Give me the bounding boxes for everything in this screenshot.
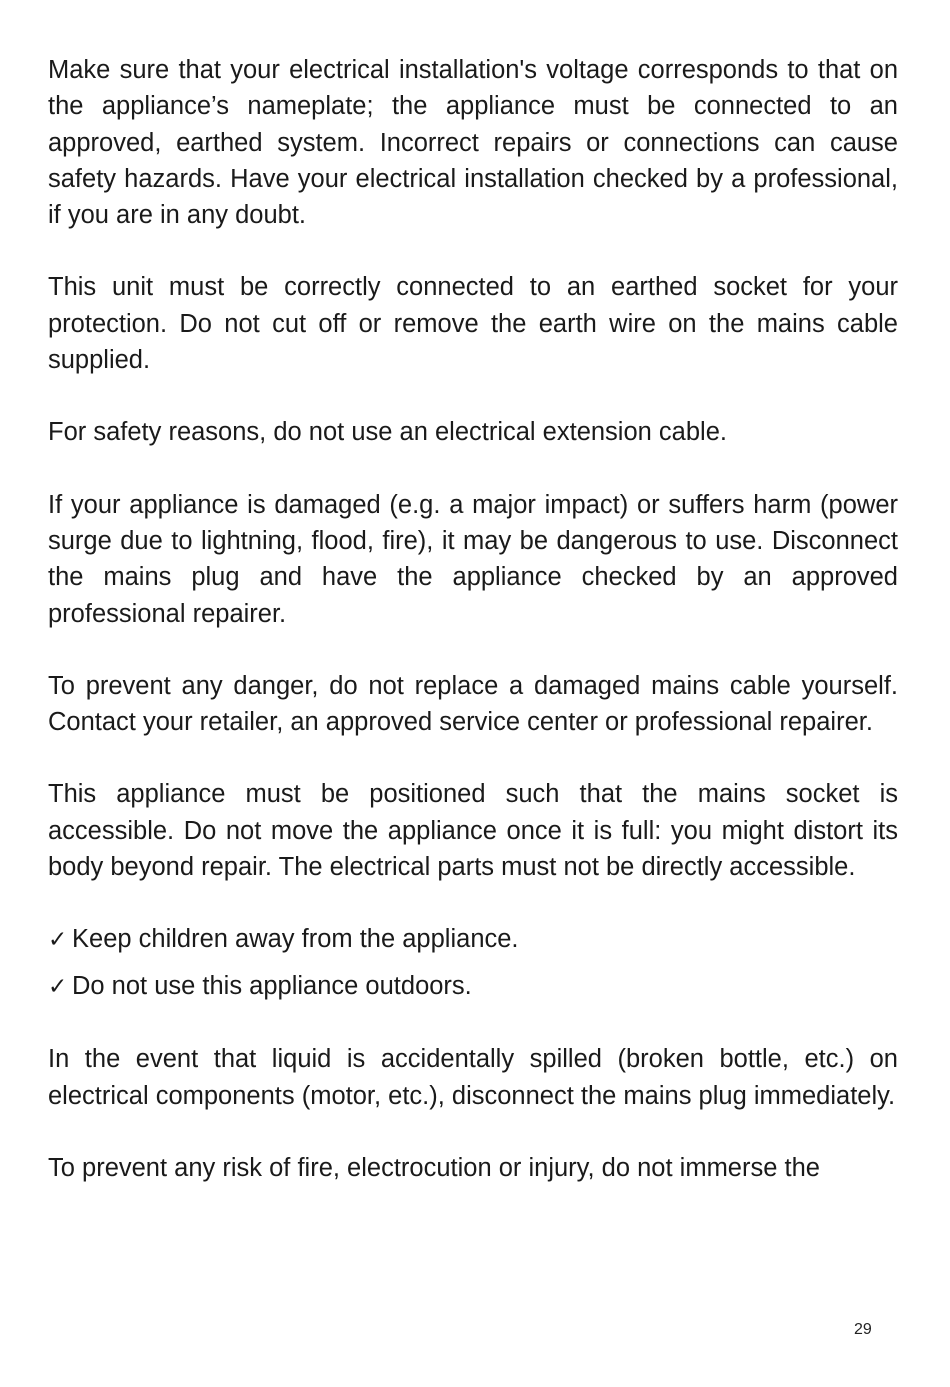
paragraph-immersion: To prevent any risk of fire, electrocution or injury, do not immerse the xyxy=(48,1153,820,1182)
checklist-item xyxy=(48,968,898,1005)
checklist-item-text: Keep children away from the appliance. xyxy=(72,925,519,954)
paragraph-liquid-spill: In the event that liquid is accidentally spilled (broken bottle, etc.) on electrical components (motor, etc.), disconnect the mains plug immediately. xyxy=(48,1045,898,1110)
paragraph-voltage: Make sure that your electrical installation's voltage corresponds to that on the appliance’s nameplate; the appliance must be connected to an approved, earthed system. Incorrect repairs or connections can cause safety hazards. Have your electrical installation checked by a professional, if you are in any doubt. xyxy=(48,56,898,230)
paragraph-positioning: This appliance must be positioned such that the mains socket is accessible. Do not move the appliance once it is full: you might distort its body beyond repair. The electrical parts must not be directly accessible. xyxy=(48,780,898,882)
paragraph-earthed-socket: This unit must be correctly connected to an earthed socket for your protection. Do not cut off or remove the earth wire on the mains cable supplied. xyxy=(48,273,898,375)
paragraph-extension-cable: For safety reasons, do not use an electrical extension cable. xyxy=(48,418,727,447)
paragraph-damaged-appliance: If your appliance is damaged (e.g. a major impact) or suffers harm (power surge due to lightning, flood, fire), it may be dangerous to use. Disconnect the mains plug and have the appliance checked by an approved professional repairer. xyxy=(48,490,898,628)
paragraph-mains-cable: To prevent any danger, do not replace a damaged mains cable yourself. Contact your retailer, an approved service center or professional repairer. xyxy=(48,671,898,737)
checklist-item xyxy=(48,921,898,958)
checklist-item-text: Do not use this appliance outdoors. xyxy=(72,972,472,1001)
safety-checklist xyxy=(48,921,898,1005)
page-number: 29 xyxy=(854,1321,872,1338)
checkmark-icon: ✓ xyxy=(48,927,68,954)
manual-page-body xyxy=(48,52,898,1186)
checkmark-icon: ✓ xyxy=(48,974,68,1001)
